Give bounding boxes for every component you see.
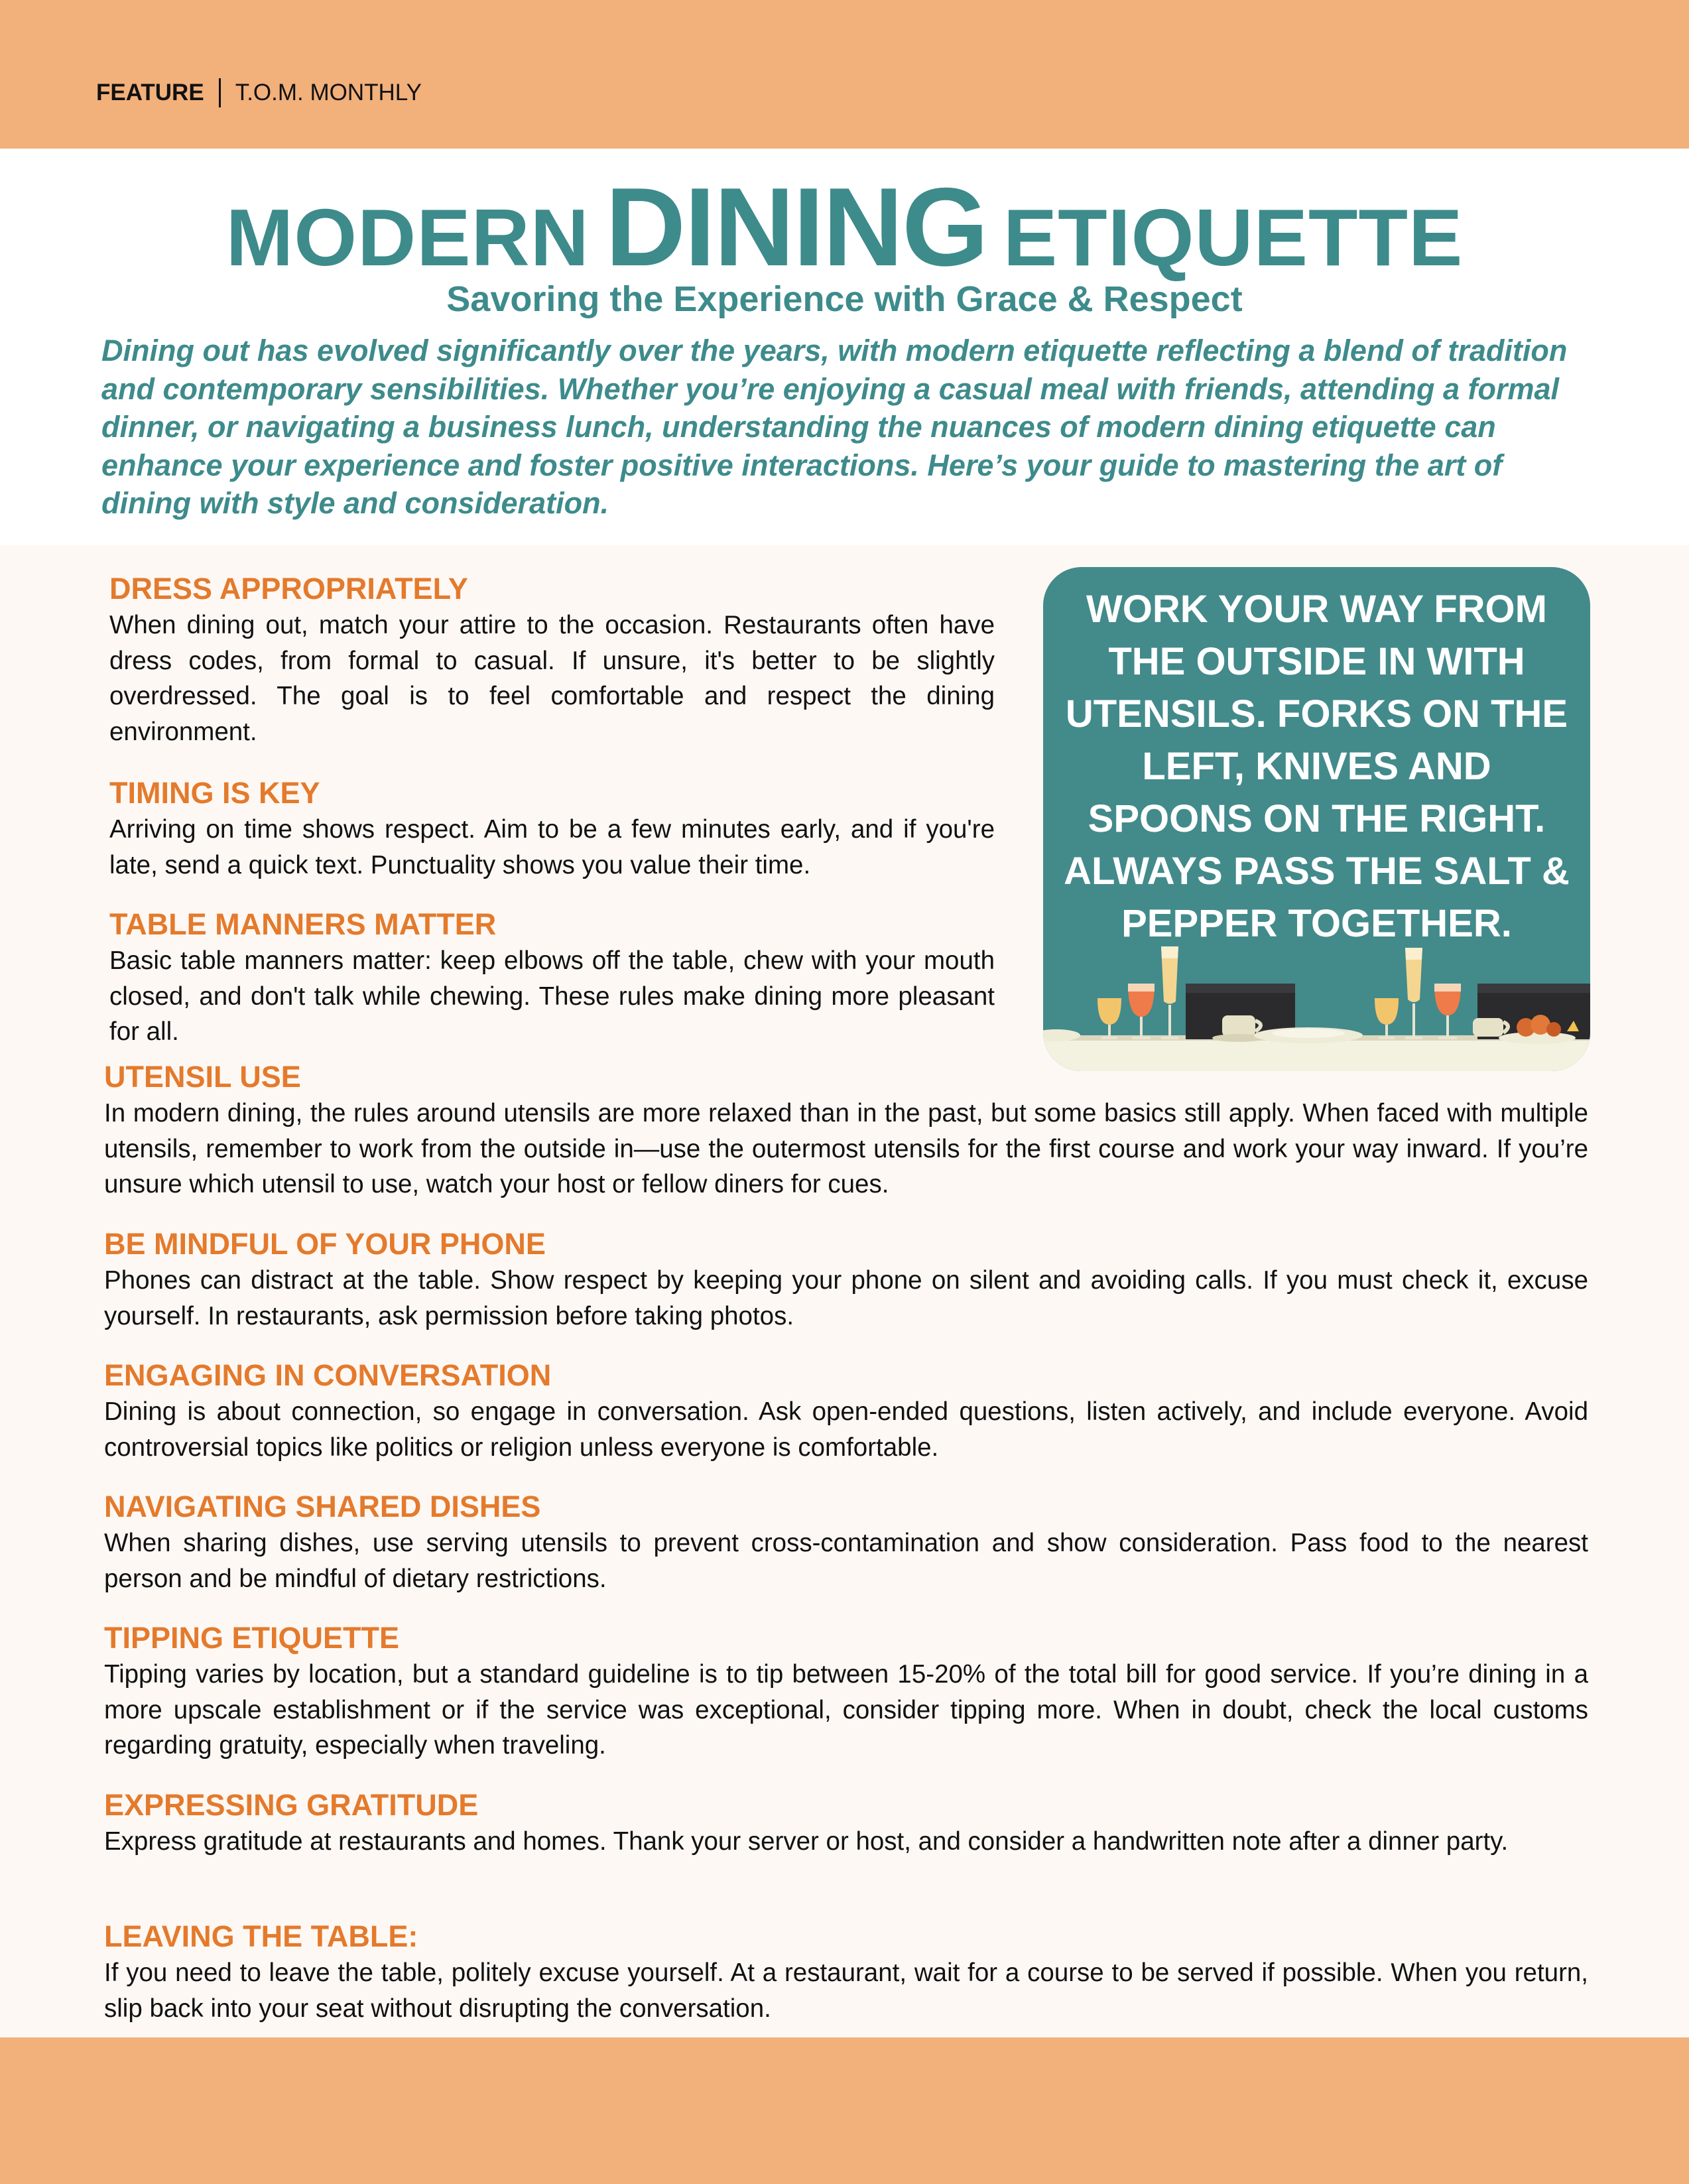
page-subtitle: Savoring the Experience with Grace & Respect	[446, 279, 1243, 319]
wine-glass-icon	[1128, 984, 1155, 1039]
dinner-plate-icon	[1254, 1027, 1363, 1043]
section-dress-appropriately	[109, 570, 995, 749]
intro-paragraph: Dining out has evolved significantly over the years, with modern etiquette reflecting a blend of tradition and contemporary sensibilities. Whether you’re enjoying a casual meal with friends, attending a formal dinner, or navigating a business lunch, understanding the nuances of modern dining etiquette can enhance your experience and foster positive interactions. Here’s your guide to mastering the art of dining with style and consideration.	[101, 334, 1568, 520]
section-body: Arriving on time shows respect. Aim to be a few minutes early, and if you're late, send a quick text. Punctuality shows you value their time.	[109, 815, 995, 879]
section-heading: DRESS APPROPRIATELY	[109, 572, 468, 606]
section-body: Tipping varies by location, but a standard guideline is to tip between 15-20% of the total bill for good service. If you’re dining in a more upscale establishment or if the service was exceptional, consider tipping more. When in doubt, check the local customs regarding gratuity, especially when traveling.	[104, 1660, 1588, 1760]
pull-quote-box	[1043, 567, 1590, 1071]
section-body: Basic table manners matter: keep elbows off the table, chew with your mouth closed, and don't talk while chewing. These rules make dining more pleasant for all.	[109, 946, 995, 1046]
header-kicker	[96, 78, 422, 107]
wine-glass-icon	[1375, 998, 1399, 1039]
section-heading: TIPPING ETIQUETTE	[104, 1621, 400, 1655]
section-shared-dishes	[104, 1488, 1588, 1596]
section-heading: TIMING IS KEY	[109, 776, 320, 810]
champagne-flute-icon	[1405, 948, 1422, 1039]
section-conversation	[104, 1357, 1588, 1465]
section-heading: LEAVING THE TABLE:	[104, 1919, 418, 1953]
page-title	[0, 164, 1689, 289]
section-utensil-use	[104, 1059, 1588, 1202]
publication-name: T.O.M. MONTHLY	[235, 80, 422, 105]
section-tipping	[104, 1620, 1588, 1764]
section-body: Phones can distract at the table. Show respect by keeping your phone on silent and avoiding calls. If you must check it, excuse yourself. In restaurants, ask permission before taking photos.	[104, 1266, 1588, 1330]
section-heading: BE MINDFUL OF YOUR PHONE	[104, 1227, 546, 1261]
title-word-etiquette: ETIQUETTE	[1003, 192, 1464, 283]
section-heading: UTENSIL USE	[104, 1060, 301, 1094]
kicker-divider	[219, 78, 221, 107]
section-body: When sharing dishes, use serving utensils to prevent cross-contamination and show consideration. Pass food to the nearest person and be mindful of dietary restrictions.	[104, 1529, 1588, 1593]
section-body: When dining out, match your attire to the occasion. Restaurants often have dress codes, from formal to casual. If unsure, it's better to be slightly overdressed. The goal is to feel comfortable and respect the dining environment.	[109, 611, 995, 746]
section-body: Express gratitude at restaurants and homes. Thank your server or host, and consider a handwritten note after a dinner party.	[104, 1827, 1509, 1856]
footer-band	[0, 2037, 1689, 2184]
section-heading: ENGAGING IN CONVERSATION	[104, 1358, 552, 1392]
section-table-manners	[109, 906, 995, 1050]
section-heading: TABLE MANNERS MATTER	[109, 907, 497, 941]
section-gratitude	[104, 1787, 1588, 1860]
section-label: FEATURE	[96, 80, 204, 105]
section-body: Dining is about connection, so engage in conversation. Ask open-ended questions, listen actively, and include everyone. Avoid controversial topics like politics or religion unless everyone is comfortable.	[104, 1397, 1588, 1462]
section-heading: EXPRESSING GRATITUDE	[104, 1788, 479, 1822]
header-band	[0, 0, 1689, 149]
section-body: If you need to leave the table, politely excuse yourself. At a restaurant, wait for a course to be served if possible. When you return, slip back into your seat without disrupting the conversation.	[104, 1959, 1588, 2023]
wine-glass-icon	[1434, 984, 1461, 1039]
section-leaving-table	[104, 1918, 1588, 2026]
wine-glass-icon	[1097, 998, 1121, 1039]
title-word-dining: DINING	[605, 164, 987, 289]
champagne-flute-icon	[1161, 946, 1178, 1039]
section-mindful-phone	[104, 1226, 1588, 1334]
title-word-modern: MODERN	[225, 192, 590, 283]
section-heading: NAVIGATING SHARED DISHES	[104, 1490, 541, 1523]
section-timing-is-key	[109, 775, 995, 883]
section-body: In modern dining, the rules around utensils are more relaxed than in the past, but some basics still apply. When faced with multiple utensils, remember to work from the outside in—use the outermost utensils for the first course and work your way inward. If you’re unsure which utensil to use, watch your host or fellow diners for cues.	[104, 1099, 1588, 1198]
pull-quote-text: WORK YOUR WAY FROM THE OUTSIDE IN WITH UTENSILS. FORKS ON THE LEFT, KNIVES AND SPOONS ON THE RIGHT. ALWAYS PASS THE SALT & PEPPER TOGETHER.	[1064, 588, 1570, 945]
